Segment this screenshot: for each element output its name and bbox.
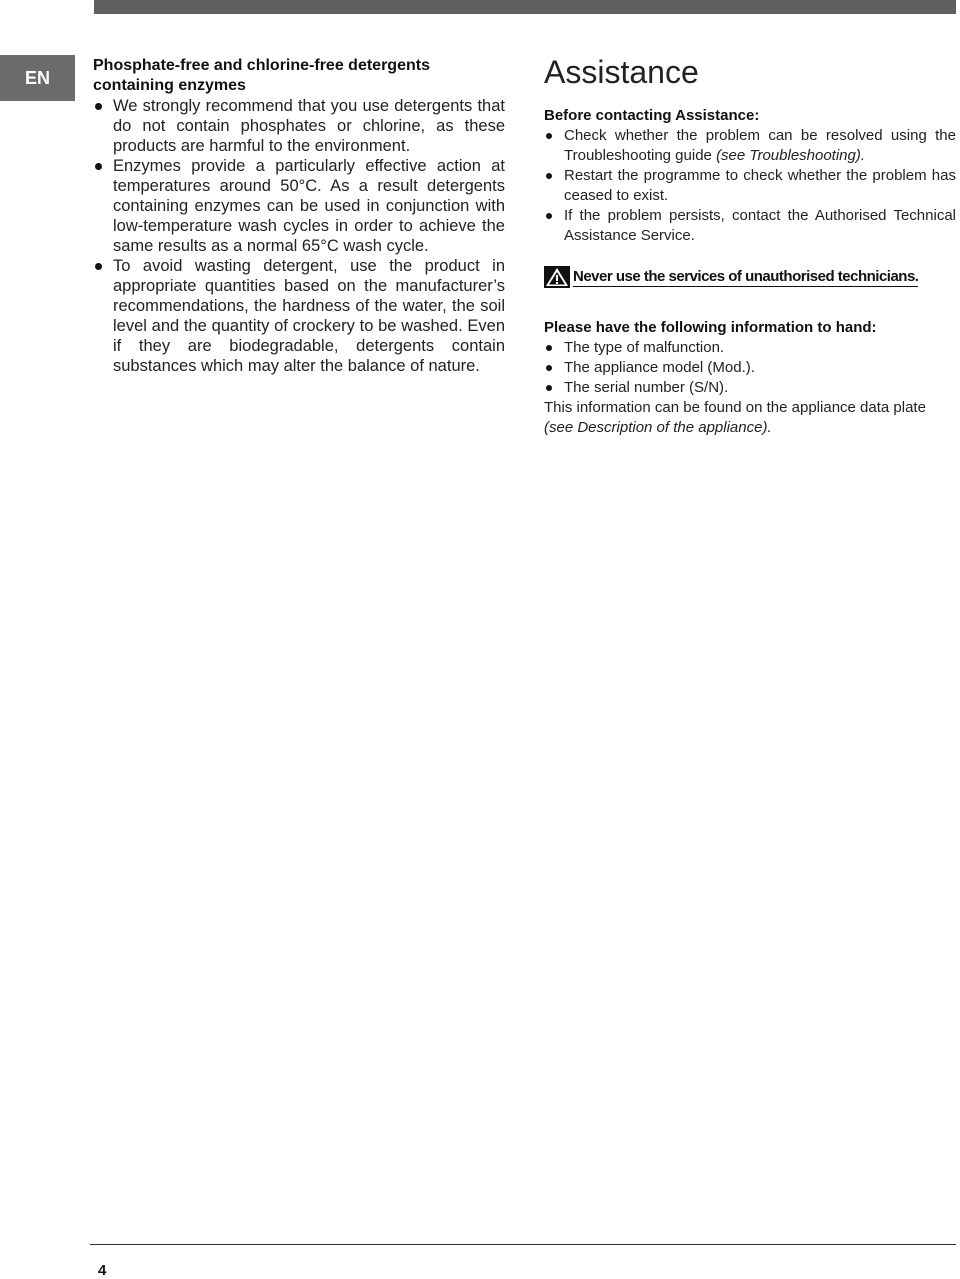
before-contacting-heading: Before contacting Assistance: [544,107,760,124]
list-item-text: Check whether the problem can be resolved using the Troubleshooting guide [564,127,956,164]
data-plate-note [544,398,956,438]
cross-reference: (see Description of the appliance). [544,419,772,436]
header-bar [94,0,956,14]
information-heading: Please have the following information to hand: [544,319,877,336]
list-item [544,166,956,206]
page-number: 4 [98,1262,107,1279]
left-column [93,56,505,376]
list-item: To avoid wasting detergent, use the product in appropriate quantities based on the manufacturer’s recommendations, the hardness of the water, the soil level and the quantity of crockery to be washed. Even if they are biodegradable, detergents contain substances which may alter the balance of nature. [93,256,505,376]
page-title: Assistance [544,54,699,90]
language-label: EN [24,67,50,88]
list-item-text: If the problem persists, contact the Authorised Technical Assistance Service. [564,207,956,244]
list-item: The type of malfunction. [544,338,956,358]
list-item: Enzymes provide a particularly effective action at temperatures around 50°C. As a result detergents containing enzymes can be used in conjunction with low-temperature wash cycles in order to achieve the same results as a normal 65°C wash cycle. [93,156,505,256]
before-contacting-list [544,126,956,246]
warning-notice [544,266,956,288]
cross-reference: (see Troubleshooting). [716,147,866,164]
detergents-list [93,96,505,376]
list-item: We strongly recommend that you use detergents that do not contain phosphates or chlorine, as these products are harmful to the environment. [93,96,505,156]
information-list [544,338,956,398]
list-item-text: Restart the programme to check whether the problem has ceased to exist. [564,167,956,204]
list-item: The serial number (S/N). [544,378,956,398]
warning-text: Never use the services of unauthorised technicians. [573,267,919,285]
footer-divider [90,1244,956,1245]
warning-icon [544,266,570,288]
right-column [544,52,956,438]
list-item [544,126,956,166]
list-item [544,206,956,246]
language-tab [0,55,75,101]
detergents-heading: Phosphate-free and chlorine-free detergents containing enzymes [93,57,430,94]
list-item: The appliance model (Mod.). [544,358,956,378]
data-plate-text: This information can be found on the appliance data plate [544,399,926,416]
